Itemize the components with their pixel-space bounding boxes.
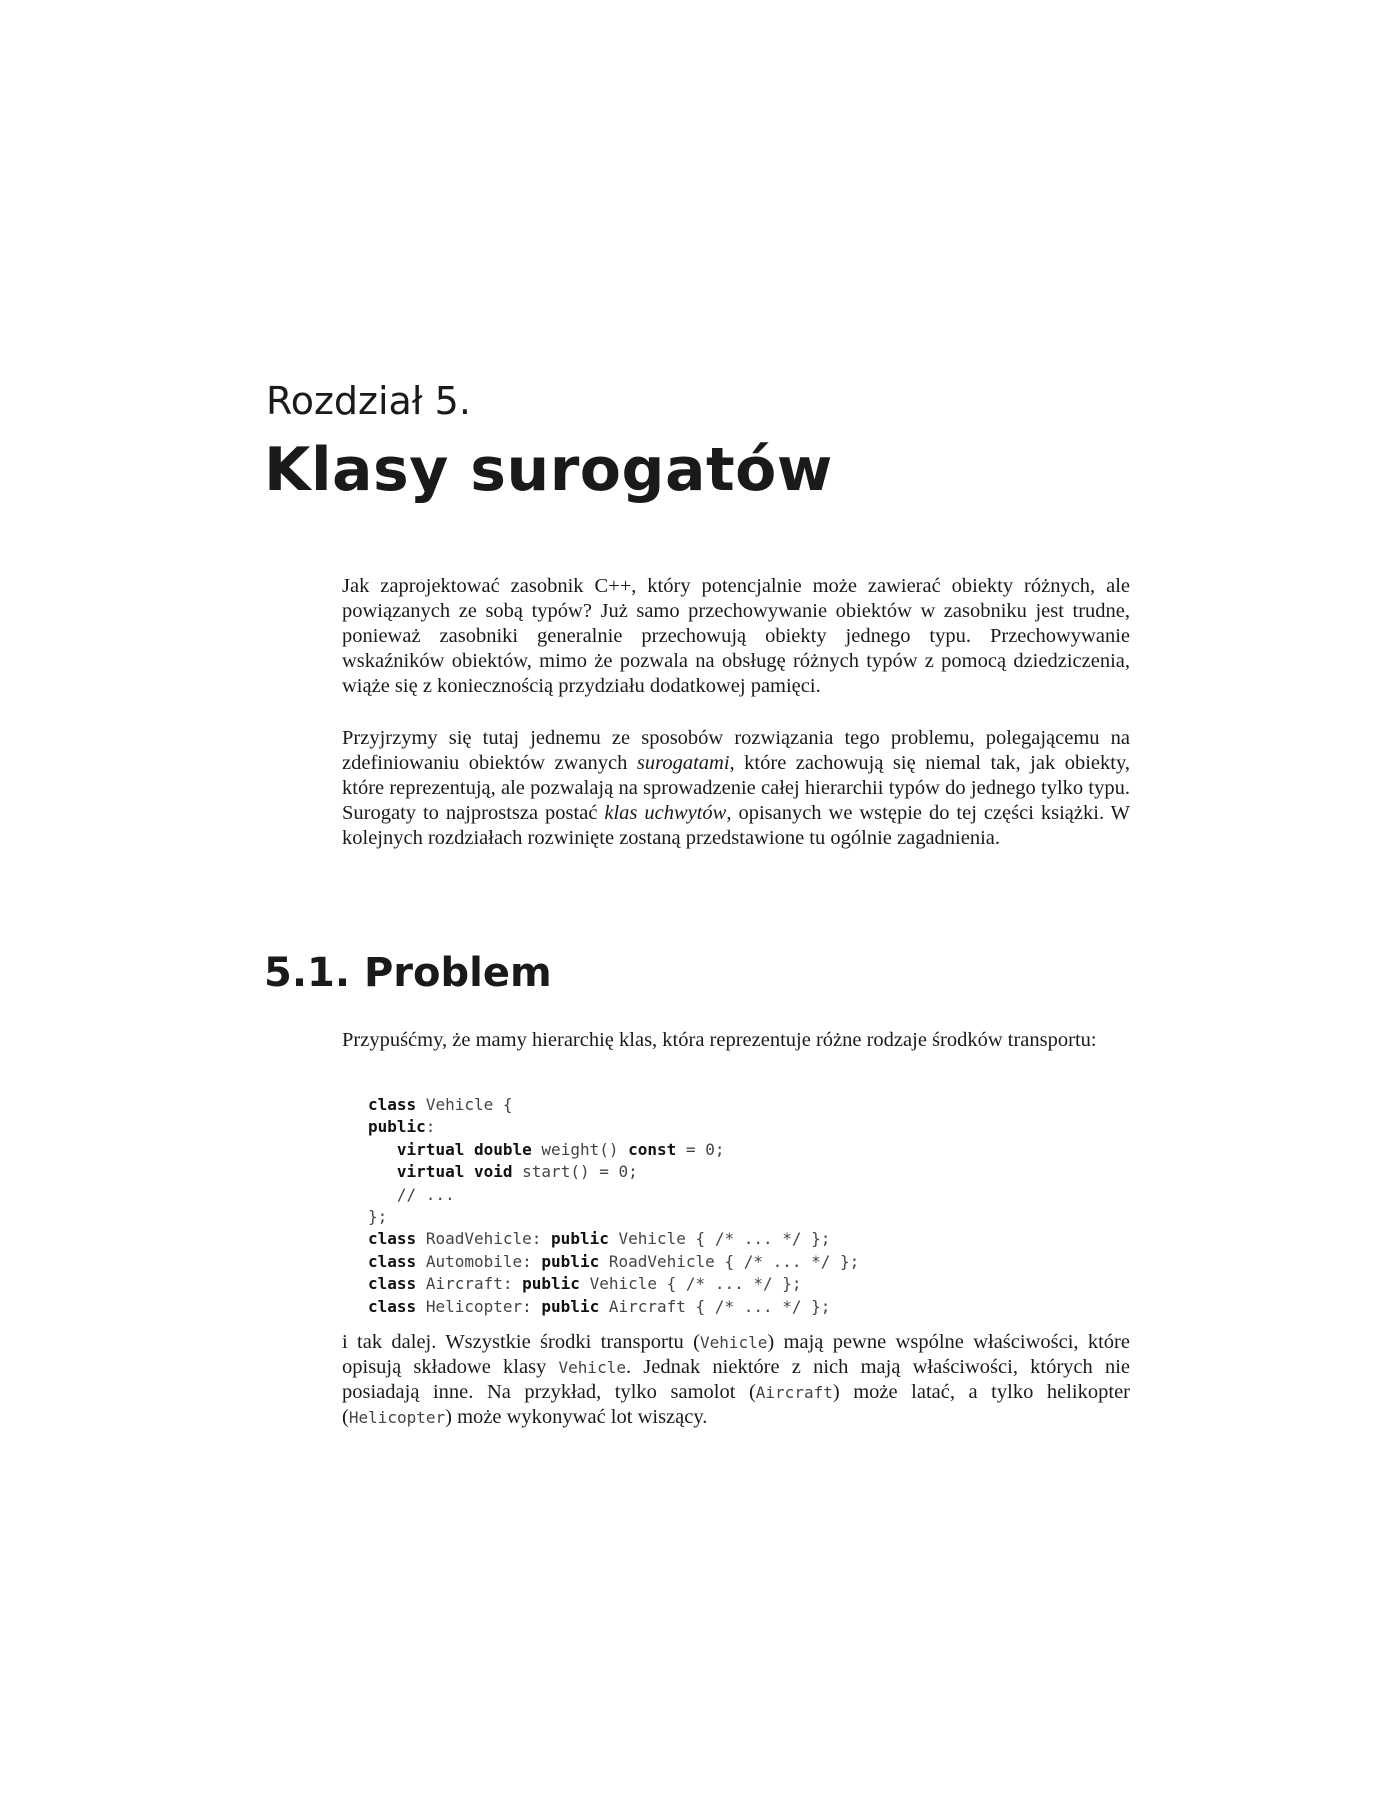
code-line: }; (368, 1206, 388, 1226)
code-line: virtual void start() = 0; (396, 1162, 638, 1182)
inline-code-vehicle: Vehicle (699, 1333, 768, 1352)
term-surrogates: surogatami (636, 752, 730, 774)
intro-paragraph-1: Jak zaprojektować zasobnik C++, który potencjalnie może zawierać obiekty różnych, ale powiązanych ze sobą typów? Już samo przechowywanie obiektów w zasobniku jest trudne, ponieważ zasobniki generalnie przechowują obiekty jednego typu. Przechowywanie wskaźników obiektów, mimo że pozwala na obsługę różnych typów z pomocą dziedziczenia, wiąże się z koniecznością przydziału dodatkowej pamięci. (342, 575, 1130, 697)
term-handle-classes: klas uchwytów (604, 802, 727, 824)
chapter-title: Klasy surogatów (264, 435, 833, 505)
inline-code-vehicle-2: Vehicle (558, 1358, 626, 1377)
inline-code-aircraft: Aircraft (755, 1383, 833, 1402)
section-paragraph-2-text-d: ) może latać, a tylko helikopter ( (342, 1381, 1130, 1428)
section-paragraph-2-text-e: ) może wykonywać lot wiszący. (445, 1406, 708, 1428)
code-line: // ... (368, 1184, 455, 1204)
section-paragraph-2-text-a: i tak dalej. Wszystkie środki transportu ( (342, 1331, 700, 1353)
section-paragraph-1: Przypuśćmy, że mamy hierarchię klas, która reprezentuje różne rodzaje środków transportu: (342, 1029, 1097, 1051)
intro-paragraph-2-text-a: Przyjrzymy się tutaj jednemu ze sposobów rozwiązania tego problemu, polegającemu na zdefiniowaniu obiektów zwanych (342, 727, 1130, 774)
code-line: class Helicopter: public Aircraft { /* ... */ }; (368, 1296, 831, 1316)
code-listing (368, 1094, 859, 1318)
code-line: class Vehicle { (368, 1095, 513, 1114)
inline-code-helicopter: Helicopter (348, 1408, 446, 1427)
intro-paragraph-2 (342, 726, 1130, 851)
code-line: class Automobile: public RoadVehicle { /* ... */ }; (368, 1251, 860, 1271)
section-paragraph-2-text-c: . Jednak niektóre z nich mają właściwości, których nie posiadają inne. Na przykład, tylko samolot ( (342, 1356, 1131, 1403)
code-line: public: (368, 1117, 436, 1137)
section-heading: 5.1. Problem (264, 950, 552, 996)
code-line: class Aircraft: public Vehicle { /* ... */ }; (368, 1274, 802, 1294)
section-paragraph-2 (342, 1330, 1130, 1430)
section-paragraph-2-text-b: ) mają pewne wspólne właściwości, które opisują składowe klasy (342, 1331, 1130, 1378)
intro-paragraph-2-text-c: , opisanych we wstępie do tej części książki. W kolejnych rozdziałach rozwinięte zostaną przedstawione tu ogólnie zagadnienia. (342, 802, 1131, 849)
code-line: virtual double weight() const = 0; (396, 1139, 725, 1159)
code-line: class RoadVehicle: public Vehicle { /* ... */ }; (368, 1229, 831, 1249)
chapter-label: Rozdział 5. (266, 379, 471, 423)
intro-paragraph-2-text-b: , które zachowują się niemal tak, jak obiekty, które reprezentują, ale pozwalają na sprowadzenie całej hierarchii typów do jednego tylko typu. Surogaty to najprostsza postać (342, 752, 1130, 824)
